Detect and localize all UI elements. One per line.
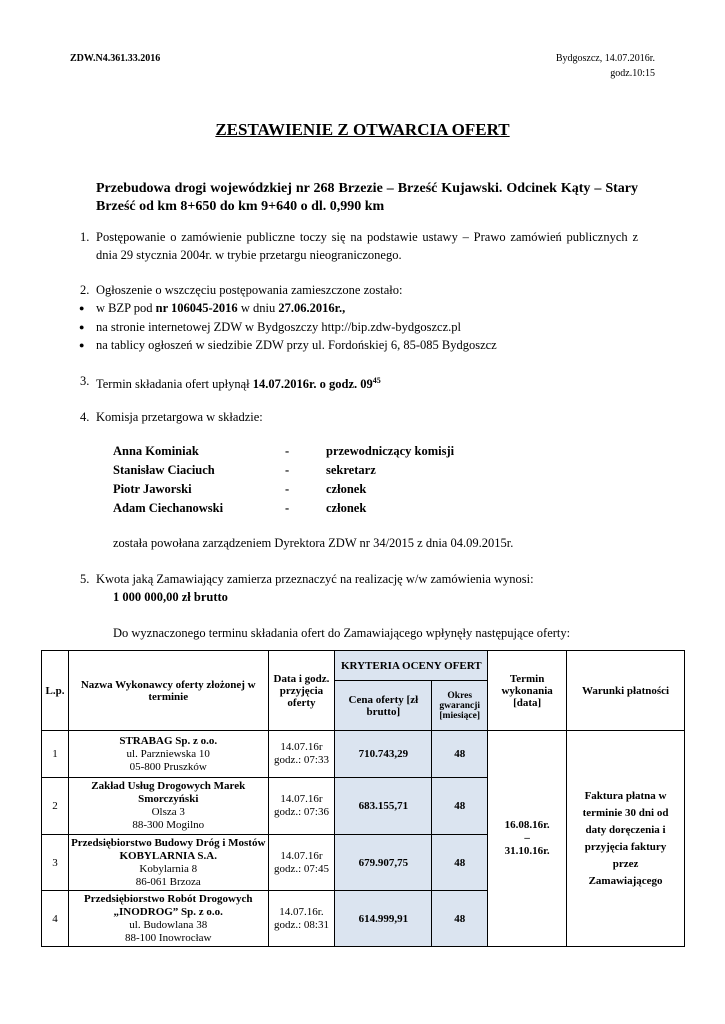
- received-time: godz.: 07:33: [273, 754, 329, 766]
- row-price: 710.743,29: [335, 731, 432, 778]
- paragraph-3: [80, 372, 638, 393]
- term-to: 31.10.16r.: [504, 845, 550, 857]
- bzp-number: nr 106045-2016: [155, 301, 238, 315]
- row-lp: 3: [42, 835, 69, 891]
- row-received: [268, 731, 335, 778]
- bzp-date: 27.06.2016r.,: [278, 301, 346, 315]
- reference-number: ZDW.N4.361.33.2016: [70, 53, 161, 64]
- contractor-address-2: 88-100 Inowrocław: [125, 931, 212, 944]
- paragraph-2-intro: Ogłoszenie o wszczęciu postępowania zamieszczone zostało:: [96, 283, 403, 297]
- received-date: 14.07.16r.: [279, 905, 324, 918]
- header-warranty: Okres gwarancji [miesiące]: [432, 681, 488, 731]
- row-received: [268, 778, 335, 835]
- contractor-name: Przedsiębiorstwo Robót Drogowych „INODROG” Sp. z o.o.: [84, 892, 253, 918]
- row-contractor: [68, 778, 268, 835]
- row-contractor: [68, 835, 268, 891]
- table-row: [42, 731, 685, 778]
- subject: Przebudowa drogi wojewódzkiej nr 268 Brzezie – Brześć Kujawski. Odcinek Kąty – Stary Brześć od km 8+650 do km 9+640 o dl. 0,990 km: [96, 181, 638, 214]
- row-lp: 4: [42, 891, 69, 947]
- bullet-icon: ●: [79, 303, 85, 313]
- member-dash: -: [285, 501, 290, 515]
- header-price: Cena oferty [zł brutto]: [335, 681, 432, 731]
- paragraph-2-number: 2.: [80, 283, 90, 297]
- row-price: 683.155,71: [335, 778, 432, 835]
- bullet-1-pre: w BZP pod: [96, 301, 156, 315]
- paragraph-4-intro: Komisja przetargowa w składzie:: [96, 410, 263, 424]
- row-lp: 2: [42, 778, 69, 835]
- paragraph-1-text: Postępowanie o zamówienie publiczne toczy się na podstawie ustawy – Prawo zamówień publicznych z dnia 29 stycznia 2004r. w trybie przetargu nieograniczonego.: [96, 230, 638, 262]
- member-role: członek: [326, 501, 367, 515]
- row-warranty: 48: [432, 835, 488, 891]
- row-price: 614.999,91: [335, 891, 432, 947]
- place-date: Bydgoszcz, 14.07.2016r.: [555, 53, 655, 64]
- row-contractor: [68, 891, 268, 947]
- received-time: godz.: 07:45: [273, 862, 329, 875]
- received-date: 14.07.16r: [280, 793, 323, 805]
- bullet-3-text: na tablicy ogłoszeń w siedzibie ZDW przy ul. Fordońskiej 6, 85-085 Bydgoszcz: [96, 338, 497, 352]
- member-dash: -: [285, 463, 290, 477]
- row-warranty: 48: [432, 891, 488, 947]
- paragraph-3-number: 3.: [80, 374, 90, 388]
- payment-terms: Faktura płatna w terminie 30 dni od daty doręczenia i przyjęcia faktury przez Zamawiającego: [567, 731, 685, 947]
- header-payment: Warunki płatności: [567, 651, 685, 731]
- paragraph-5-number: 5.: [80, 572, 90, 586]
- paragraph-3-text: Termin składania ofert upłynął: [96, 377, 253, 392]
- received-date: 14.07.16r: [280, 849, 323, 862]
- paragraph-4: [80, 408, 638, 426]
- budget-amount: 1 000 000,00 zł brutto: [113, 590, 228, 604]
- paragraph-2: [80, 281, 638, 299]
- deadline: 14.07.2016r. o godz. 09: [252, 377, 373, 392]
- member-role: sekretarz: [326, 463, 376, 477]
- row-received: [268, 835, 335, 891]
- contractor-address-1: ul. Budowlana 38: [129, 918, 208, 931]
- received-time: godz.: 07:36: [273, 806, 329, 818]
- bullet-2-text: na stronie internetowej ZDW w Bydgoszczy http://bip.zdw-bydgoszcz.pl: [96, 320, 461, 334]
- row-received: [268, 891, 335, 947]
- received-time: godz.: 08:31: [273, 918, 329, 931]
- member-name: Adam Ciechanowski: [113, 501, 224, 515]
- row-warranty: 48: [432, 731, 488, 778]
- header-criteria: KRYTERIA OCENY OFERT: [335, 651, 488, 681]
- bullet-1: [79, 299, 638, 317]
- term-from: 16.08.16r.: [504, 819, 550, 831]
- execution-term: [488, 731, 567, 947]
- member-dash: -: [285, 444, 290, 458]
- paragraph-1-number: 1.: [80, 230, 90, 244]
- member-name: Anna Kominiak: [113, 444, 199, 458]
- contractor-address-2: 05-800 Pruszków: [129, 760, 207, 773]
- contractor-name: Przedsiębiorstwo Budowy Dróg i Mostów KOBYLARNIA S.A.: [71, 836, 266, 862]
- bullet-3: [79, 336, 638, 354]
- bullet-icon: ●: [79, 322, 85, 332]
- header-date: Data i godz. przyjęcia oferty: [268, 651, 335, 731]
- member-row: [113, 482, 533, 501]
- time: godz.10:15: [610, 68, 655, 79]
- paragraph-5: [80, 570, 638, 588]
- offers-table: [41, 650, 685, 947]
- member-role: członek: [326, 482, 367, 496]
- paragraph-5-text: Kwota jaką Zamawiający zamierza przeznaczyć na realizację w/w zamówienia wynosi:: [96, 572, 534, 586]
- paragraph-1: [80, 228, 638, 264]
- contractor-address-1: Olsza 3: [151, 806, 185, 818]
- member-role: przewodniczący komisji: [326, 444, 455, 458]
- row-price: 679.907,75: [335, 835, 432, 891]
- contractor-name: Zakład Usług Drogowych Marek Smorczyński: [91, 780, 246, 805]
- contractor-address-2: 88-300 Mogilno: [132, 819, 205, 831]
- page-title: ZESTAWIENIE Z OTWARCIA OFERT: [215, 120, 510, 139]
- bullet-icon: ●: [79, 340, 85, 350]
- contractor-address-1: Kobylarnia 8: [139, 862, 198, 875]
- member-name: Piotr Jaworski: [113, 482, 192, 496]
- term-dash: –: [524, 832, 530, 844]
- row-lp: 1: [42, 731, 69, 778]
- member-row: [113, 501, 533, 520]
- bullet-2: [79, 318, 638, 336]
- row-warranty: 48: [432, 778, 488, 835]
- committee-outro: została powołana zarządzeniem Dyrektora ZDW nr 34/2015 z dnia 04.09.2015r.: [113, 536, 514, 550]
- row-contractor: [68, 731, 268, 778]
- bullet-1-mid: w dniu: [237, 301, 279, 315]
- contractor-name: STRABAG Sp. z o.o.: [119, 734, 218, 747]
- contractor-address-1: ul. Parzniewska 10: [126, 747, 210, 760]
- member-dash: -: [285, 482, 290, 496]
- contractor-address-2: 86-061 Brzoza: [135, 875, 201, 888]
- offers-intro: Do wyznaczonego terminu składania ofert do Zamawiającego wpłynęły następujące oferty:: [113, 626, 571, 640]
- header-name: Nazwa Wykonawcy oferty złożonej w terminie: [68, 651, 268, 731]
- header-term: Termin wykonania [data]: [488, 651, 567, 731]
- deadline-minutes: 45: [372, 376, 381, 385]
- header-lp: L.p.: [42, 651, 69, 731]
- member-row: [113, 463, 533, 482]
- paragraph-4-number: 4.: [80, 410, 90, 424]
- committee-members: [113, 444, 533, 520]
- member-row: [113, 444, 533, 463]
- member-name: Stanisław Ciaciuch: [113, 463, 215, 477]
- received-date: 14.07.16r: [280, 741, 323, 753]
